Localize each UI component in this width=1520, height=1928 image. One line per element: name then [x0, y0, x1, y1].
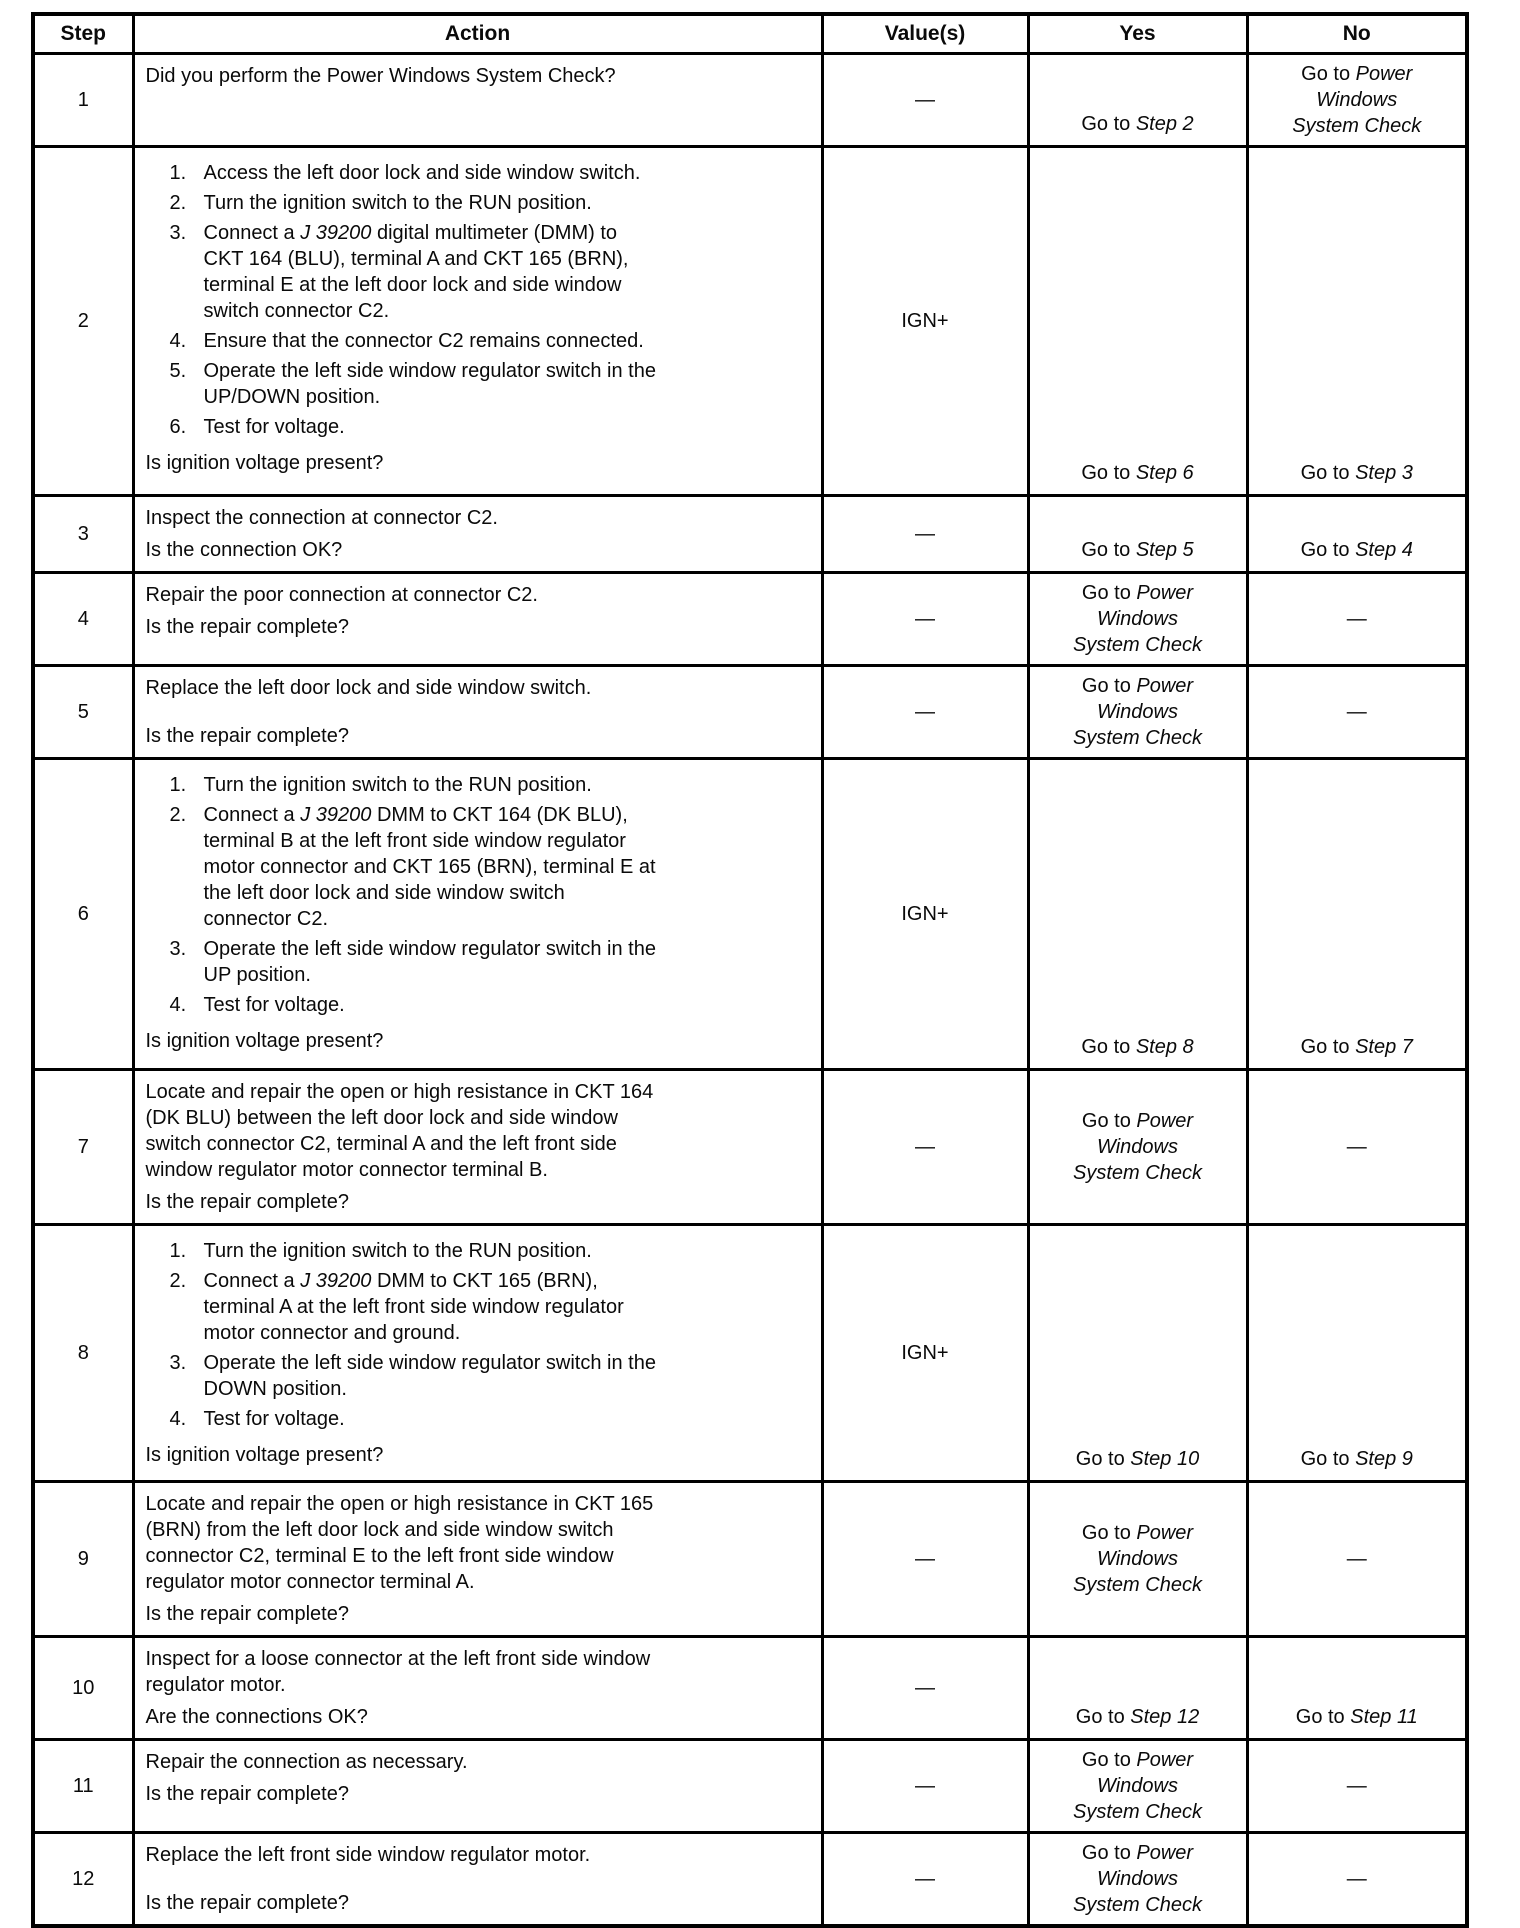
no-cell: Go to Step 4 [1247, 496, 1467, 573]
action-cell [133, 759, 822, 1070]
diagnostic-steps-table [31, 12, 1469, 1928]
action-question: Is ignition voltage present? [145, 452, 384, 475]
step-number: 6 [33, 759, 133, 1070]
action-text: Did you perform the Power Windows System Check? [145, 65, 616, 88]
column-header-values: Value(s) [822, 14, 1028, 54]
list-item-text: Turn the ignition switch to the RUN position. [203, 1240, 592, 1263]
table-row [33, 1833, 1467, 1927]
no-cell: — [1247, 666, 1467, 759]
list-item-text: Operate the left side window regulator switch in the UP/DOWN position. [203, 360, 656, 409]
table-row [33, 759, 1467, 1070]
list-item-text: Turn the ignition switch to the RUN position. [203, 192, 592, 215]
table-row [33, 666, 1467, 759]
action-cell [133, 1482, 822, 1637]
value-cell: — [822, 1833, 1028, 1927]
action-list-item [170, 1350, 811, 1402]
step-number: 2 [33, 147, 133, 496]
list-item-text: Ensure that the connector C2 remains connected. [203, 330, 644, 353]
step-number: 12 [33, 1833, 133, 1927]
action-cell [133, 1740, 822, 1833]
action-cell [133, 666, 822, 759]
list-item-number: 4. [169, 994, 187, 1017]
action-list-item [170, 1238, 811, 1264]
list-item-number: 6. [169, 416, 187, 439]
list-item-text: Turn the ignition switch to the RUN position. [203, 774, 592, 797]
yes-cell: Go to Step 12 [1028, 1637, 1247, 1740]
no-cell: — [1247, 1833, 1467, 1927]
action-list [146, 156, 811, 444]
value-cell: IGN+ [822, 759, 1028, 1070]
no-cell: — [1247, 1070, 1467, 1225]
yes-cell: Go to Power Windows System Check [1028, 1740, 1247, 1833]
action-text: Inspect for a loose connector at the left front side window regulator motor. [145, 1648, 651, 1697]
yes-cell: Go to Power Windows System Check [1028, 666, 1247, 759]
list-item-number: 4. [169, 1408, 187, 1431]
list-item-number: 4. [169, 330, 187, 353]
table-row [33, 1482, 1467, 1637]
steps-table-body [33, 54, 1467, 1927]
table-row [33, 54, 1467, 147]
no-cell: Go to Step 7 [1247, 759, 1467, 1070]
action-list-item [170, 160, 811, 186]
step-number: 3 [33, 496, 133, 573]
action-cell [133, 1833, 822, 1927]
action-list-item [170, 936, 811, 988]
action-list-item [170, 414, 811, 440]
step-number: 1 [33, 54, 133, 147]
action-question: Is ignition voltage present? [145, 1030, 384, 1053]
action-list [146, 768, 811, 1022]
yes-cell: Go to Power Windows System Check [1028, 1833, 1247, 1927]
action-question: Is the repair complete? [145, 1603, 349, 1626]
action-text: Locate and repair the open or high resistance in CKT 165 (BRN) from the left door lock and side window switch connector C2, terminal E to the left front side window regulator motor connector terminal A. [145, 1493, 654, 1594]
yes-cell: Go to Step 5 [1028, 496, 1247, 573]
action-cell [133, 147, 822, 496]
column-header-step: Step [33, 14, 133, 54]
step-number: 9 [33, 1482, 133, 1637]
action-list-item [170, 220, 811, 324]
action-question: Are the connections OK? [145, 1706, 368, 1729]
list-item-number: 3. [169, 222, 187, 245]
step-number: 8 [33, 1225, 133, 1482]
action-cell [133, 496, 822, 573]
value-cell: — [822, 54, 1028, 147]
value-cell: — [822, 1070, 1028, 1225]
list-item-text: Connect a J 39200 digital multimeter (DMM) to CKT 164 (BLU), terminal A and CKT 165 (BRN), terminal E at the left door lock and side window switch connector C2. [203, 222, 629, 323]
list-item-text: Operate the left side window regulator switch in the UP position. [203, 938, 656, 987]
value-cell: — [822, 1637, 1028, 1740]
action-text: Repair the poor connection at connector C2. [145, 584, 538, 607]
yes-cell: Go to Step 6 [1028, 147, 1247, 496]
value-cell: — [822, 666, 1028, 759]
list-item-text: Connect a J 39200 DMM to CKT 164 (DK BLU), terminal B at the left front side window regulator motor connector and CKT 165 (BRN), terminal E at the left door lock and side window switch connector C2. [203, 804, 656, 931]
list-item-number: 1. [169, 1240, 187, 1263]
action-list-item [170, 190, 811, 216]
action-list-item [170, 1268, 811, 1346]
column-header-yes: Yes [1028, 14, 1247, 54]
list-item-text: Test for voltage. [203, 994, 345, 1017]
no-cell: — [1247, 1482, 1467, 1637]
list-item-number: 3. [169, 938, 187, 961]
action-list-item [170, 328, 811, 354]
list-item-number: 2. [169, 1270, 187, 1293]
action-question: Is the repair complete? [145, 616, 349, 639]
list-item-number: 2. [169, 804, 187, 827]
action-text: Replace the left front side window regulator motor. [145, 1844, 591, 1867]
action-question: Is the repair complete? [145, 725, 349, 748]
action-cell [133, 1070, 822, 1225]
action-cell [133, 1225, 822, 1482]
list-item-number: 1. [169, 162, 187, 185]
value-cell: — [822, 496, 1028, 573]
list-item-number: 5. [169, 360, 187, 383]
column-header-action: Action [133, 14, 822, 54]
action-list-item [170, 772, 811, 798]
action-text: Inspect the connection at connector C2. [145, 507, 498, 530]
list-item-number: 1. [169, 774, 187, 797]
header-row [33, 14, 1467, 54]
step-number: 11 [33, 1740, 133, 1833]
action-list [146, 1234, 811, 1436]
table-row [33, 496, 1467, 573]
list-item-text: Test for voltage. [203, 416, 345, 439]
action-list-item [170, 802, 811, 932]
table-row [33, 1740, 1467, 1833]
action-question: Is the connection OK? [145, 539, 343, 562]
action-question: Is the repair complete? [145, 1783, 349, 1806]
yes-cell: Go to Step 8 [1028, 759, 1247, 1070]
action-list-item [170, 1406, 811, 1432]
no-cell: Go to Step 9 [1247, 1225, 1467, 1482]
list-item-text: Access the left door lock and side window switch. [203, 162, 641, 185]
action-question: Is the repair complete? [145, 1191, 349, 1214]
yes-cell: Go to Step 2 [1028, 54, 1247, 147]
table-row [33, 1070, 1467, 1225]
table-row [33, 1225, 1467, 1482]
step-number: 5 [33, 666, 133, 759]
no-cell: Go to Power Windows System Check [1247, 54, 1467, 147]
list-item-number: 2. [169, 192, 187, 215]
action-list-item [170, 358, 811, 410]
no-cell: Go to Step 11 [1247, 1637, 1467, 1740]
value-cell: IGN+ [822, 1225, 1028, 1482]
value-cell: — [822, 573, 1028, 666]
action-list-item [170, 992, 811, 1018]
list-item-text: Connect a J 39200 DMM to CKT 165 (BRN), terminal A at the left front side window regulator motor connector and ground. [203, 1270, 624, 1345]
action-question: Is the repair complete? [145, 1892, 349, 1915]
yes-cell: Go to Power Windows System Check [1028, 1070, 1247, 1225]
action-cell [133, 573, 822, 666]
yes-cell: Go to Power Windows System Check [1028, 1482, 1247, 1637]
table-row [33, 573, 1467, 666]
list-item-text: Test for voltage. [203, 1408, 345, 1431]
no-cell: — [1247, 1740, 1467, 1833]
value-cell: — [822, 1482, 1028, 1637]
column-header-no: No [1247, 14, 1467, 54]
step-number: 7 [33, 1070, 133, 1225]
table-row [33, 1637, 1467, 1740]
yes-cell: Go to Power Windows System Check [1028, 573, 1247, 666]
action-cell [133, 1637, 822, 1740]
list-item-text: Operate the left side window regulator switch in the DOWN position. [203, 1352, 656, 1401]
value-cell: IGN+ [822, 147, 1028, 496]
value-cell: — [822, 1740, 1028, 1833]
action-text: Replace the left door lock and side window switch. [145, 677, 592, 700]
yes-cell: Go to Step 10 [1028, 1225, 1247, 1482]
list-item-number: 3. [169, 1352, 187, 1375]
action-text: Locate and repair the open or high resistance in CKT 164 (DK BLU) between the left door lock and side window switch connector C2, terminal A and the left front side window regulator motor connector terminal B. [145, 1081, 654, 1182]
action-question: Is ignition voltage present? [145, 1444, 384, 1467]
no-cell: Go to Step 3 [1247, 147, 1467, 496]
step-number: 4 [33, 573, 133, 666]
action-cell [133, 54, 822, 147]
action-text: Repair the connection as necessary. [145, 1751, 468, 1774]
no-cell: — [1247, 573, 1467, 666]
step-number: 10 [33, 1637, 133, 1740]
table-row [33, 147, 1467, 496]
